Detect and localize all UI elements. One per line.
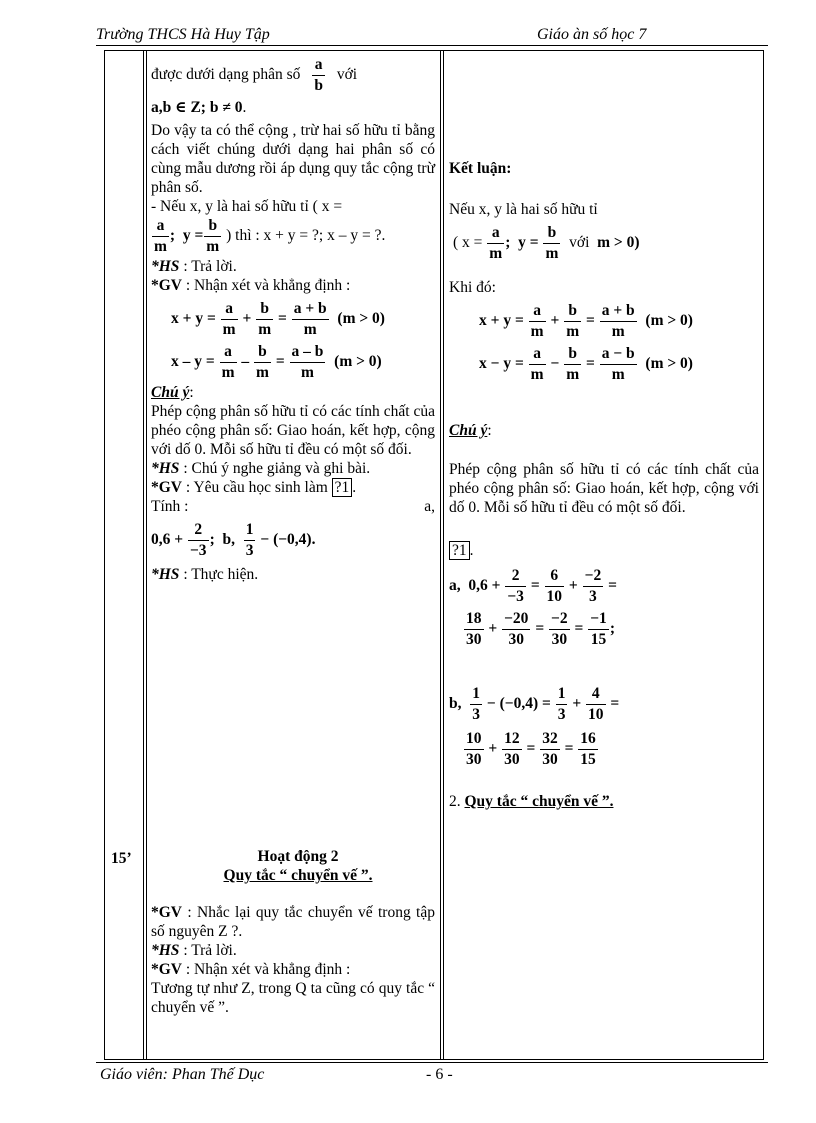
board-exercise-label: ?1 .	[449, 541, 759, 560]
intro-with: với	[336, 66, 358, 84]
activity-2-title: Hoạt động 2	[257, 848, 339, 865]
intro-line	[151, 55, 435, 96]
header-subject: Giáo àn số học 7	[537, 26, 647, 43]
tinh-line: Tính : a,	[151, 498, 435, 515]
board-column	[449, 159, 759, 811]
footer-rule	[96, 1062, 768, 1063]
board-formula-difference: x − y = $\frac{a}{m}$ − $\frac{b}{m}$ = $\frac{a - b}{m}$ (m > 0)	[479, 345, 693, 383]
hs-answer-2: *HS : Chú ý nghe giảng và ghi bài.	[151, 460, 371, 477]
gv-comment-2: *GV : Nhận xét và khẳng định :	[151, 961, 351, 978]
activity-2-block	[151, 847, 435, 1017]
exercise-expression: 0,6 + $\frac{2}{-3}$ ; b, $\frac{1}{3}$ − (−0,4).	[151, 521, 316, 559]
column-divider-1	[143, 51, 147, 1059]
board-note-heading: Chú ý:	[449, 422, 492, 439]
hs-answer-3: *HS : Thực hiện.	[151, 566, 259, 583]
footer-teacher: Giáo viên: Phan Thế Dục	[100, 1066, 265, 1083]
hs-answer-4: *HS : Trả lời.	[151, 942, 237, 959]
intro-text: được dưới dạng phân số	[151, 66, 301, 84]
board-solution-b-2: $\frac{10}{30}$ + $\frac{12}{30}$ = $\frac{32}{30}$ = $\frac{16}{15}$	[466, 730, 596, 768]
formula-difference: x – y = $\frac{a}{m}$ – $\frac{b}{m}$ = $\frac{a - b}{m}$ (m > 0)	[171, 343, 382, 381]
teacher-student-column	[151, 55, 435, 584]
header-rule	[96, 45, 768, 46]
gv-question: *GV : Nhắc lại quy tắc chuyển vế trong tập số nguyên Z ?.	[151, 904, 435, 940]
khi-do: Khi đó:	[449, 279, 496, 296]
hs-answer-1: *HS : Trả lời.	[151, 258, 237, 275]
final-text: Tương tự như Z, trong Q ta cũng có quy tắc “ chuyển vế ”.	[151, 980, 435, 1016]
gv-comment-1: *GV : Nhận xét và khẳng định :	[151, 277, 351, 294]
paragraph-cong-tru: Do vậy ta có thể cộng , trừ hai số hữu tỉ bằng cách viết chúng dưới dạng hai phân số có cùng mẫu dương rồi áp dụng quy tắc cộng trừ phân số.	[151, 122, 435, 196]
lesson-table	[104, 50, 764, 1060]
gv-request: *GV : Yêu cầu học sinh làm ?1 .	[151, 479, 357, 496]
fraction-a-b: $\frac{a}{b}$	[314, 56, 323, 94]
time-cell: 15’	[111, 850, 132, 867]
note-heading: Chú ý:	[151, 384, 194, 401]
footer-page-number: - 6 -	[426, 1066, 453, 1083]
board-formula-sum: x + y = $\frac{a}{m}$ + $\frac{b}{m}$ = $\frac{a + b}{m}$ (m > 0)	[479, 302, 693, 340]
conclusion-fractions: ( x = $\frac{a}{m}$ ; y = $\frac{b}{m}$ với m > 0)	[453, 224, 640, 262]
note-text: Phép cộng phân số hữu tỉ có các tính chất của phéo cộng phân số: Giao hoán, kết hợp, cộng với dố 0. Mỗi số hữu tỉ đều có một số đối.	[151, 403, 435, 458]
exercise-box: ?1	[332, 478, 353, 497]
conclusion-line: Nếu x, y là hai số hữu tỉ	[449, 201, 598, 218]
header-school: Trường THCS Hà Huy Tập	[96, 26, 270, 43]
board-solution-a-2: $\frac{18}{30}$ + $\frac{-20}{30}$ = $\frac{-2}{30}$ = $\frac{-1}{15}$ ;	[466, 610, 615, 648]
condition-line: a,b ∈ Z; b ≠ 0.	[151, 99, 247, 116]
board-note-text: Phép cộng phân số hữu tỉ có các tính chất của phéo cộng phân số: Giao hoán, kết hợp, cộng với dố 0. Mỗi số hữu tỉ đều có một số đối.	[449, 461, 759, 516]
board-section-2: 2. Quy tắc “ chuyển vế ”.	[449, 793, 614, 810]
board-solution-b-1: b, $\frac{1}{3}$ − (−0,4) = $\frac{1}{3}$ + $\frac{4}{10}$ =	[449, 685, 620, 723]
conclusion-heading: Kết luận:	[449, 160, 512, 177]
column-divider-2	[440, 51, 444, 1059]
formula-sum: x + y = $\frac{a}{m}$ + $\frac{b}{m}$ = $\frac{a + b}{m}$ (m > 0)	[171, 300, 385, 338]
activity-2-subtitle: Quy tắc “ chuyển vế ”.	[223, 867, 373, 884]
paragraph-neu-xy: - Nếu x, y là hai số hữu tỉ ( x = $\frac{a}{m}$ ; y = $\frac{b}{m}$ ) thì : x + y = ?; x – y = ?.	[151, 198, 386, 255]
board-solution-a-1: a, 0,6 + $\frac{2}{-3}$ = $\frac{6}{10}$ + $\frac{-2}{3}$ =	[449, 567, 617, 605]
